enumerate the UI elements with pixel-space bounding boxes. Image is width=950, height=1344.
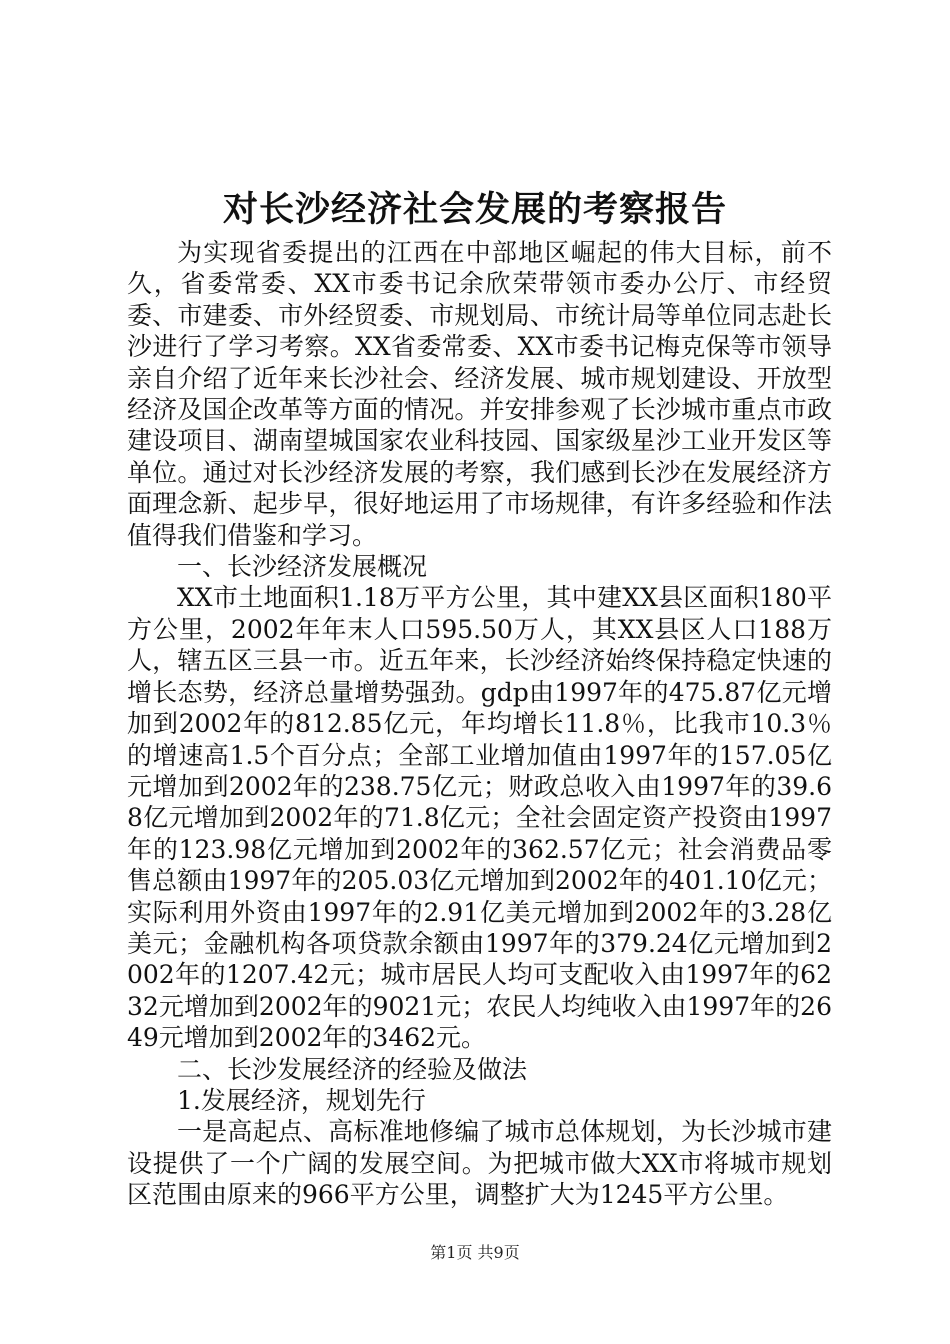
paragraph-intro: 为实现省委提出的江西在中部地区崛起的伟大目标，前不久，省委常委、XX市委书记余欣荣带领市委办公厅、市经贸委、市建委、市外经贸委、市规划局、市统计局等单位同志赴长沙进行了学习考察。XX省委常委、XX市委书记梅克保等市领导亲自介绍了近年来长沙社会、经济发展、城市规划建设、开放型经济及国企改革等方面的情况。并安排参观了长沙城市重点市政建设项目、湖南望城国家农业科技园、国家级星沙工业开发区等单位。通过对长沙经济发展的考察，我们感到长沙在发展经济方面理念新、起步早，很好地运用了市场规律，有许多经验和作法值得我们借鉴和学习。 <box>127 238 832 550</box>
subsection-heading-planning: 1.发展经济，规划先行 <box>177 1085 426 1115</box>
document-title: 对长沙经济社会发展的考察报告 <box>222 189 727 230</box>
document-body <box>127 237 832 1211</box>
paragraph-planning: 一是高起点、高标准地修编了城市总体规划，为长沙城市建设提供了一个广阔的发展空间。为把城市做大XX市将城市规划区范围由原来的966平方公里，调整扩大为1245平方公里。 <box>127 1117 832 1210</box>
section-heading-experience: 二、长沙发展经济的经验及做法 <box>177 1054 528 1084</box>
paragraph-overview: XX市土地面积1.18万平方公里，其中建XX县区面积180平方公里，2002年年末人口595.50万人，其XX县区人口188万人，辖五区三县一市。近五年来，长沙经济始终保持稳定快速的增长态势，经济总量增势强劲。gdp由1997年的475.87亿元增加到2002年的812.85亿元，年均增长11.8％，比我市10.3％的增速高1.5个百分点；全部工业增加值由1997年的157.05亿元增加到2002年的238.75亿元；财政总收入由1997年的39.68亿元增加到2002年的71.8亿元；全社会固定资产投资由1997年的123.98亿元增加到2002年的362.57亿元；社会消费品零售总额由1997年的205.03亿元增加到2002年的401.10亿元；实际利用外资由1997年的2.91亿美元增加到2002年的3.28亿美元；金融机构各项贷款余额由1997年的379.24亿元增加到2002年的1207.42元；城市居民人均可支配收入由1997年的6232元增加到2002年的9021元；农民人均纯收入由1997年的2649元增加到2002年的3462元。 <box>127 583 832 1053</box>
page-number-footer: 第1页 共9页 <box>430 1243 520 1262</box>
section-heading-overview: 一、长沙经济发展概况 <box>177 552 428 582</box>
